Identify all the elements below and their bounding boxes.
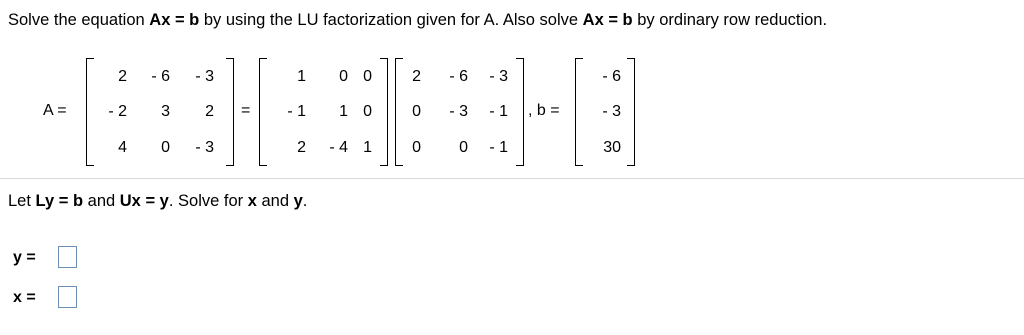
matrix-a-cell: - 3 bbox=[195, 139, 214, 156]
matrix-l-cell: 1 bbox=[339, 103, 348, 120]
matrix-u-cell: 0 bbox=[412, 103, 421, 120]
matrix-u-cell: - 3 bbox=[449, 103, 468, 120]
matrix-l-cell: 0 bbox=[363, 103, 372, 120]
matrix-l-cell: - 1 bbox=[287, 103, 306, 120]
x-answer-label: x = bbox=[13, 289, 36, 306]
matrix-u bbox=[395, 58, 524, 166]
y-answer-input[interactable] bbox=[58, 246, 77, 268]
question-prefix: Solve the equation bbox=[8, 11, 150, 29]
matrix-a-cell: - 6 bbox=[151, 68, 170, 85]
label-equals: = bbox=[241, 102, 251, 119]
label-a-equals: A = bbox=[43, 102, 67, 119]
matrix-a-cell: 0 bbox=[161, 139, 170, 156]
question-text bbox=[8, 11, 827, 30]
matrix-u-cell: - 1 bbox=[489, 139, 508, 156]
variable-y: y bbox=[293, 192, 303, 210]
matrix-l-cell: 0 bbox=[339, 68, 348, 85]
label-b-equals: , b = bbox=[528, 102, 560, 119]
matrix-a bbox=[86, 58, 234, 166]
matrix-u-cell: 0 bbox=[459, 139, 468, 156]
vector-b bbox=[575, 58, 635, 166]
matrix-a-cell: 2 bbox=[118, 68, 127, 85]
variable-x: x bbox=[247, 192, 257, 210]
matrix-u-cell: - 3 bbox=[489, 68, 508, 85]
equation-ux-y: Ux = y bbox=[119, 192, 169, 210]
vector-b-cell: - 6 bbox=[602, 68, 621, 85]
matrix-l-cell: 0 bbox=[363, 68, 372, 85]
matrix-a-cell: - 2 bbox=[108, 103, 127, 120]
x-answer-input[interactable] bbox=[58, 286, 77, 308]
section-divider bbox=[0, 178, 1024, 179]
matrix-u-cell: - 6 bbox=[449, 68, 468, 85]
vector-b-cell: 30 bbox=[603, 139, 621, 156]
question-middle: by using the LU factorization given for A. Also solve bbox=[199, 11, 583, 29]
vector-b-cell: - 3 bbox=[602, 103, 621, 120]
matrix-l bbox=[259, 58, 388, 166]
matrix-l-cell: - 4 bbox=[329, 139, 348, 156]
matrix-a-cell: 4 bbox=[118, 139, 127, 156]
matrix-l-cell: 2 bbox=[297, 139, 306, 156]
matrix-l-cell: 1 bbox=[297, 68, 306, 85]
matrix-a-cell: - 3 bbox=[195, 68, 214, 85]
matrix-u-cell: - 1 bbox=[489, 103, 508, 120]
matrix-a-cell: 2 bbox=[205, 103, 214, 120]
equation-ax-b-2: Ax = b bbox=[582, 11, 633, 29]
matrix-u-cell: 0 bbox=[412, 139, 421, 156]
equation-ax-b: Ax = b bbox=[149, 11, 200, 29]
subquestion-text: Let Ly = b and Ux = y. Solve for x and y. bbox=[8, 192, 308, 210]
equation-ly-b: Ly = b bbox=[35, 192, 84, 210]
matrix-u-cell: 2 bbox=[412, 68, 421, 85]
matrix-a-cell: 3 bbox=[161, 103, 170, 120]
y-answer-label: y = bbox=[13, 249, 36, 266]
question-suffix: by ordinary row reduction. bbox=[632, 11, 828, 29]
matrix-l-cell: 1 bbox=[363, 139, 372, 156]
